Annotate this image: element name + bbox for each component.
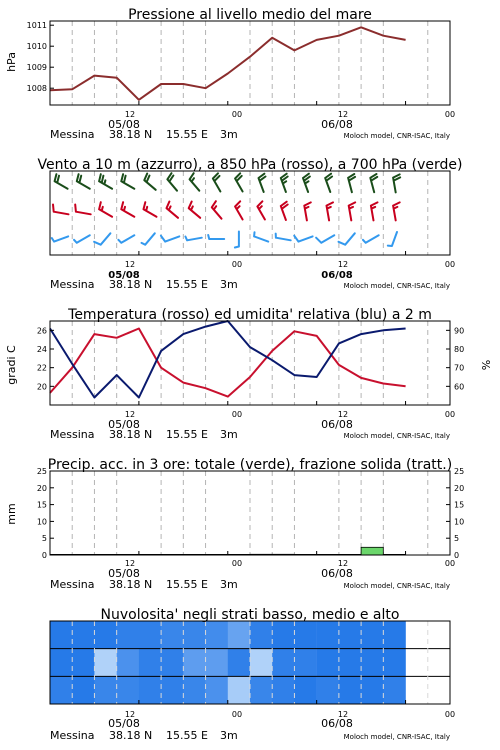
pressure-ylabel: hPa xyxy=(5,52,18,72)
wind-700hpa-barb xyxy=(235,173,243,191)
p5-xtick-00b: 00 xyxy=(444,710,456,719)
p2-xtick-12b: 12 xyxy=(337,260,349,269)
cloud-cell xyxy=(161,676,184,704)
wind-700hpa-barb xyxy=(77,174,90,189)
cloud-cell xyxy=(139,676,162,704)
cloud-cell xyxy=(139,649,162,677)
wind-700hpa-barb-row xyxy=(55,173,401,192)
p1-xtick-12a: 12 xyxy=(124,110,136,119)
wind-850hpa-barb xyxy=(99,202,112,217)
cloud-cell xyxy=(161,649,184,677)
cloud-cell xyxy=(94,649,117,677)
precip-ytick-label-left: 15 xyxy=(36,500,47,510)
precip-bar xyxy=(361,547,383,555)
station-height: 3m xyxy=(220,729,238,742)
cloud-cell xyxy=(94,676,117,704)
p1-xtick-00a: 00 xyxy=(231,110,243,119)
station-lat: 38.18 N xyxy=(109,729,153,742)
cloud-cell xyxy=(294,621,317,649)
station-height: 3m xyxy=(220,128,238,141)
station-height: 3m xyxy=(220,578,238,591)
cloud-cell xyxy=(339,676,362,704)
cloud-cell xyxy=(72,676,95,704)
p2-xtick-12a: 12 xyxy=(124,260,136,269)
humidity-ytick-label: 80 xyxy=(454,345,465,354)
wind-850hpa-barb xyxy=(281,202,288,220)
p4-xtick-12a: 12 xyxy=(124,559,136,568)
cloud-cell xyxy=(250,621,273,649)
pressure-ytick-label: 1008 xyxy=(26,84,47,94)
cloud-cell xyxy=(50,676,73,704)
station-height: 3m xyxy=(220,428,238,441)
cloud-cell xyxy=(361,649,384,677)
cloud-cell xyxy=(361,621,384,649)
station-lat: 38.18 N xyxy=(109,128,153,141)
wind-850hpa-barb xyxy=(327,202,334,220)
p2-xtick-00a: 00 xyxy=(231,260,243,269)
cloud-cell xyxy=(72,621,95,649)
p2-date-1: 05/08 xyxy=(108,270,140,281)
wind-10m-barb xyxy=(276,234,291,241)
wind-850hpa-barb xyxy=(121,202,134,217)
pressure-ytick-label: 1011 xyxy=(26,21,47,31)
grid-layer xyxy=(50,21,428,704)
p4-station-line xyxy=(50,578,450,591)
p4-date-1: 05/08 xyxy=(108,567,140,580)
wind-10m-barb-row xyxy=(52,232,397,248)
pressure-ytick-label: 1010 xyxy=(26,42,47,52)
p5-date-1: 05/08 xyxy=(108,717,140,730)
station-name: Messina xyxy=(50,278,95,291)
cloud-cell xyxy=(383,649,406,677)
cloud-cell xyxy=(294,676,317,704)
cloud-cell xyxy=(183,649,206,677)
wind-10m-barb xyxy=(208,235,224,239)
temp-humidity-chart-title: Temperatura (rosso) ed umidita' relativa (blu) a 2 m xyxy=(68,307,432,323)
p5-date-2: 06/08 xyxy=(321,717,353,730)
model-credit: Moloch model, CNR-ISAC, Italy xyxy=(343,582,450,590)
wind-10m-barb xyxy=(254,232,268,241)
wind-850hpa-barb xyxy=(349,202,356,220)
wind-850hpa-barb-row xyxy=(53,201,400,220)
station-name: Messina xyxy=(50,578,95,591)
cloud-cell xyxy=(228,621,251,649)
cloud-cell xyxy=(317,676,340,704)
cloud-cell xyxy=(117,649,140,677)
p5-station-line xyxy=(50,729,450,742)
humidity-ylabel: % xyxy=(480,359,493,371)
humidity-ytick-label: 90 xyxy=(454,326,465,336)
humidity-series-line xyxy=(50,321,406,398)
wind-700hpa-barb xyxy=(144,174,155,190)
cloud-cell xyxy=(317,649,340,677)
cloud-chart-title: Nuvolosita' negli strati basso, medio e alto xyxy=(100,607,400,623)
cloud-cell xyxy=(183,676,206,704)
temp-ylabel: gradi C xyxy=(5,345,18,385)
cloud-cell xyxy=(183,621,206,649)
p1-date-1: 05/08 xyxy=(108,118,140,131)
wind-700hpa-barb xyxy=(281,174,288,192)
wind-850hpa-barb xyxy=(53,205,69,215)
cloud-cell xyxy=(272,621,295,649)
cloud-cell xyxy=(294,649,317,677)
p4-xtick-00b: 00 xyxy=(444,559,456,568)
p5-xtick-12b: 12 xyxy=(337,710,349,719)
p1-station-line xyxy=(50,128,450,141)
cloud-cell xyxy=(206,621,229,649)
model-credit: Moloch model, CNR-ISAC, Italy xyxy=(343,733,450,741)
pressure-ytick-label: 1009 xyxy=(26,63,47,73)
p3-date-2: 06/08 xyxy=(321,418,353,431)
cloud-cell xyxy=(72,649,95,677)
p1-xtick-12b: 12 xyxy=(337,110,349,119)
temp-ytick-label: 22 xyxy=(36,363,47,373)
p3-date-1: 05/08 xyxy=(108,418,140,431)
p3-xtick-00a: 00 xyxy=(231,410,243,419)
precip-chart-title: Precip. acc. in 3 ore: totale (verde), frazione solida (tratt.) xyxy=(47,457,453,473)
precip-ytick-label-left: 5 xyxy=(41,534,47,544)
temp-ytick-label: 26 xyxy=(36,326,47,336)
precip-ytick-label-right: 25 xyxy=(454,467,465,476)
precip-ytick-label-right: 10 xyxy=(454,517,465,527)
p2-station-line xyxy=(50,278,450,291)
temp-ytick-label: 20 xyxy=(36,382,47,392)
cloud-cell xyxy=(339,649,362,677)
cloud-cell xyxy=(272,649,295,677)
wind-850hpa-barb xyxy=(235,201,243,219)
precip-ytick-label-left: 20 xyxy=(36,483,47,493)
cloud-cell xyxy=(94,621,117,649)
station-lat: 38.18 N xyxy=(109,278,153,291)
cloud-cell xyxy=(383,676,406,704)
cloud-cell xyxy=(50,649,73,677)
station-height: 3m xyxy=(220,278,238,291)
wind-850hpa-barb xyxy=(371,202,378,220)
precip-ytick-label-left: 10 xyxy=(36,517,47,527)
wind-850hpa-barb xyxy=(189,202,201,218)
station-lat: 38.18 N xyxy=(109,578,153,591)
wind-850hpa-barb xyxy=(75,205,91,215)
wind-700hpa-barb xyxy=(190,173,200,191)
precip-ytick-label-right: 15 xyxy=(454,500,465,510)
cloud-cell xyxy=(339,621,362,649)
temp-ytick-label: 24 xyxy=(36,345,47,354)
wind-10m-barb xyxy=(316,235,334,243)
p3-station-line xyxy=(50,428,450,441)
precip-ylabel: mm xyxy=(5,503,18,525)
model-credit: Moloch model, CNR-ISAC, Italy xyxy=(343,282,450,290)
cloud-cell xyxy=(383,621,406,649)
wind-850hpa-barb xyxy=(167,202,179,218)
wind-850hpa-barb xyxy=(304,202,311,220)
pressure-series-line xyxy=(50,27,406,100)
wind-10m-barb xyxy=(294,236,312,242)
wind-700hpa-barb xyxy=(167,173,177,191)
p4-date-2: 06/08 xyxy=(321,567,353,580)
wind-700hpa-barb xyxy=(259,174,266,192)
p5-xtick-00a: 00 xyxy=(231,710,243,719)
wind-700hpa-barb xyxy=(121,174,134,189)
cloud-cell xyxy=(206,676,229,704)
cloud-cell xyxy=(228,676,251,704)
wind-850hpa-barb xyxy=(393,202,400,220)
p2-xtick-00b: 00 xyxy=(444,260,456,269)
model-credit: Moloch model, CNR-ISAC, Italy xyxy=(343,132,450,140)
wind-700hpa-barb xyxy=(370,174,377,192)
cloud-cell xyxy=(228,649,251,677)
cloud-cell xyxy=(117,676,140,704)
wind-850hpa-barb xyxy=(257,201,265,219)
marks-layer xyxy=(50,27,406,555)
wind-700hpa-barb xyxy=(393,174,400,192)
wind-10m-barb xyxy=(52,236,68,241)
wind-700hpa-barb xyxy=(213,173,221,191)
precip-ytick-label-right: 20 xyxy=(454,483,465,493)
wind-700hpa-barb xyxy=(55,174,68,189)
p2-date-2: 06/08 xyxy=(321,270,353,281)
wind-10m-barb xyxy=(94,233,110,244)
cloud-cell xyxy=(50,621,73,649)
p4-xtick-00a: 00 xyxy=(231,559,243,568)
p3-xtick-00b: 00 xyxy=(444,410,456,419)
wind-10m-barb xyxy=(161,236,179,242)
pressure-chart-title: Pressione al livello medio del mare xyxy=(128,7,372,23)
model-credit: Moloch model, CNR-ISAC, Italy xyxy=(343,432,450,440)
wind-700hpa-barb xyxy=(99,174,112,189)
cloud-cell xyxy=(139,621,162,649)
p5-xtick-12a: 12 xyxy=(124,710,136,719)
station-name: Messina xyxy=(50,428,95,441)
humidity-ytick-label: 70 xyxy=(454,363,465,373)
wind-850hpa-barb xyxy=(212,201,222,219)
precip-ytick-label-right: 0 xyxy=(454,551,460,560)
wind-700hpa-barb xyxy=(303,174,310,192)
p1-date-2: 06/08 xyxy=(321,118,353,131)
p1-xtick-00b: 00 xyxy=(444,110,456,119)
cloud-cell xyxy=(250,676,273,704)
station-lon: 15.55 E xyxy=(166,278,208,291)
wind-10m-barb xyxy=(185,237,201,241)
wind-10m-barb xyxy=(363,235,379,243)
wind-10m-barb xyxy=(118,235,134,243)
wind-850hpa-barb xyxy=(144,202,157,217)
station-lon: 15.55 E xyxy=(166,128,208,141)
wind-10m-barb xyxy=(339,233,355,244)
humidity-ytick-label: 60 xyxy=(454,382,465,392)
precip-ytick-label-left: 25 xyxy=(36,467,47,476)
p3-xtick-12a: 12 xyxy=(124,410,136,419)
cloud-cell xyxy=(250,649,273,677)
precip-ytick-label-right: 5 xyxy=(454,534,460,544)
p4-xtick-12b: 12 xyxy=(337,559,349,568)
wind-chart-title: Vento a 10 m (azzurro), a 850 hPa (rosso), a 700 hPa (verde) xyxy=(37,157,463,173)
cloud-cell xyxy=(117,621,140,649)
wind-700hpa-barb xyxy=(325,174,332,192)
wind-10m-barb xyxy=(142,233,155,244)
station-lat: 38.18 N xyxy=(109,428,153,441)
cloud-cell xyxy=(361,676,384,704)
station-lon: 15.55 E xyxy=(166,578,208,591)
station-name: Messina xyxy=(50,128,95,141)
wind-10m-barb xyxy=(74,235,90,243)
wind-10m-barb xyxy=(388,232,397,246)
station-lon: 15.55 E xyxy=(166,428,208,441)
station-name: Messina xyxy=(50,729,95,742)
p3-xtick-12b: 12 xyxy=(337,410,349,419)
cloud-cell xyxy=(161,621,184,649)
station-lon: 15.55 E xyxy=(166,729,208,742)
wind-700hpa-barb xyxy=(348,174,355,192)
precip-ytick-label-left: 0 xyxy=(41,551,47,560)
cloud-cell xyxy=(206,649,229,677)
cloud-cell xyxy=(272,676,295,704)
cloud-cell xyxy=(317,621,340,649)
wind-10m-barb xyxy=(235,232,239,248)
